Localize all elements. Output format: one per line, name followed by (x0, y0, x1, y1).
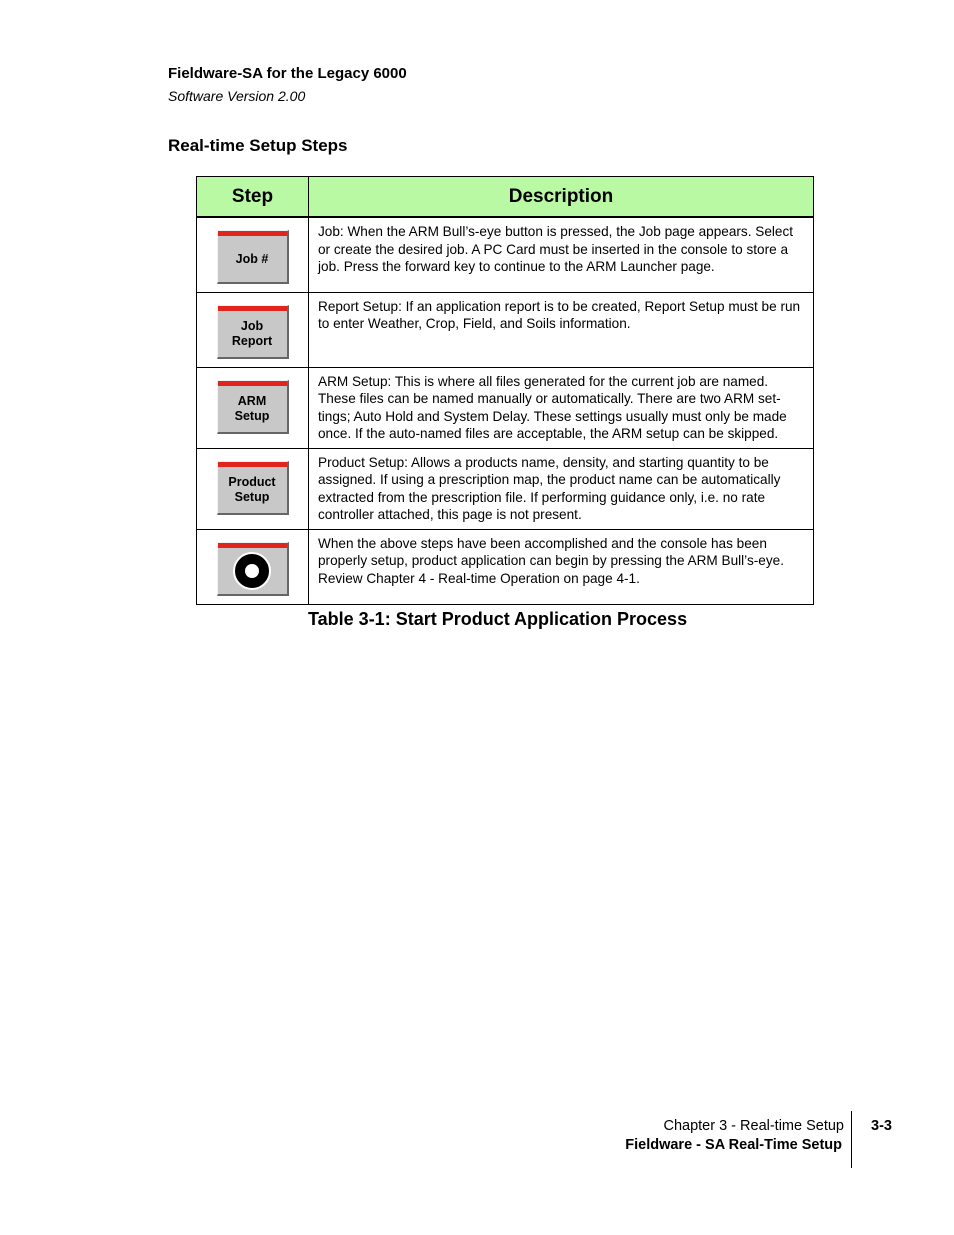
table-caption: Table 3-1: Start Product Application Process (308, 609, 688, 629)
description-cell: Product Setup: Allows a products name, density, and starting quantity to be assigned. If using a prescription map, the product name can be automatically extracted from the prescription file. If performing guidance only, i.e. no rate controller attached, this page is not present. (309, 448, 814, 529)
steps-table (196, 176, 814, 605)
page-number: 3-3 (871, 1118, 892, 1134)
step-cell (197, 217, 309, 292)
softkey-title-bar (218, 543, 287, 548)
document-title: Fieldware-SA for the Legacy 6000 (168, 65, 407, 82)
softkey-label: Job Report (231, 318, 273, 348)
description-cell: Job: When the ARM Bull’s-eye button is pressed, the Job page appears. Select or create the desired job. A PC Card must be inserted in the console to store a job. Press the forward key to continue to the ARM Launcher page. (309, 217, 814, 292)
step-cell (197, 367, 309, 448)
bullseye-softkey-icon (217, 542, 289, 596)
bullseye-icon (233, 552, 271, 590)
table-row (197, 292, 814, 367)
step-cell (197, 292, 309, 367)
table-row (197, 448, 814, 529)
softkey-label: Product Setup (228, 474, 276, 504)
table-row (197, 529, 814, 604)
job-softkey-icon (217, 230, 289, 284)
step-cell (197, 529, 309, 604)
description-cell: ARM Setup: This is where all files generated for the current job are named. These files can be named manually or automatically. There are two ARM set-tings; Auto Hold and System Delay. These settings usually must only be made once. If the auto-named files are acceptable, the ARM setup can be skipped. (309, 367, 814, 448)
footer-divider (851, 1111, 852, 1168)
job-report-softkey-icon (217, 305, 289, 359)
description-cell: When the above steps have been accomplished and the console has been properly setup, product application can begin by pressing the ARM Bull’s-eye. Review Chapter 4 - Real-time Operation on page 4-1. (309, 529, 814, 604)
table-header-row (197, 177, 814, 218)
table-row (197, 367, 814, 448)
description-cell: Report Setup: If an application report is to be created, Report Setup must be run to enter Weather, Crop, Field, and Soils information. (309, 292, 814, 367)
softkey-label: ARM Setup (234, 393, 270, 423)
section-heading: Real-time Setup Steps (168, 136, 348, 155)
softkey-label: Job # (235, 251, 269, 266)
step-column-header: Step (197, 177, 309, 218)
product-setup-softkey-icon (217, 461, 289, 515)
step-cell (197, 448, 309, 529)
table-row (197, 217, 814, 292)
footer-section: Fieldware - SA Real-Time Setup (625, 1137, 842, 1153)
bullseye-center (245, 564, 259, 578)
description-column-header: Description (309, 177, 814, 218)
footer-chapter: Chapter 3 - Real-time Setup (663, 1118, 844, 1134)
document-subtitle: Software Version 2.00 (168, 88, 306, 104)
arm-setup-softkey-icon (217, 380, 289, 434)
